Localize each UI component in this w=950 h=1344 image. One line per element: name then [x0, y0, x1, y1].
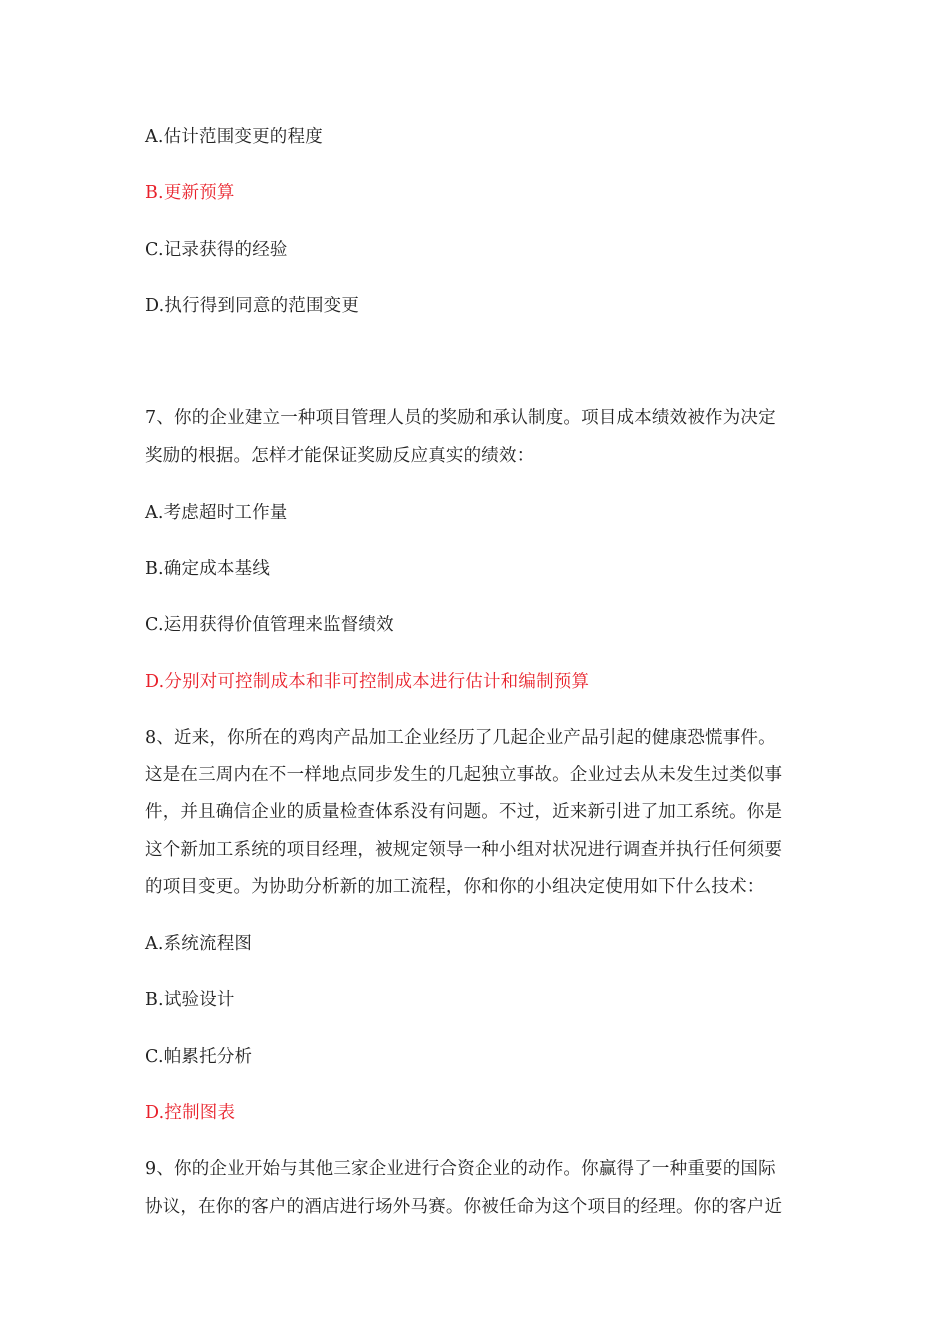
q6-option-a: A.估计范围变更的程度: [145, 127, 323, 147]
q8-option-d-answer: D.控制图表: [145, 1103, 236, 1123]
q7-option-c: C.运用获得价值管理来监督绩效: [145, 615, 394, 635]
q8-question-line-4: 这个新加工系统的项目经理，被规定领导一种小组对状况进行调查并执行任何须要: [145, 840, 783, 860]
q8-question-line-5: 的项目变更。为协助分析新的加工流程，你和你的小组决定使用如下什么技术：: [145, 877, 765, 897]
q8-option-a: A.系统流程图: [145, 934, 253, 954]
q9-question-line-2: 协议，在你的客户的酒店进行场外马赛。你被任命为这个项目的经理。你的客户近: [145, 1197, 783, 1217]
q7-option-a: A.考虑超时工作量: [145, 503, 288, 523]
q8-question-line-2: 这是在三周内在不一样地点同步发生的几起独立事故。企业过去从未发生过类似事: [145, 765, 783, 785]
q8-option-b: B.试验设计: [145, 990, 235, 1010]
q7-question-line-2: 奖励的根据。怎样才能保证奖励反应真实的绩效：: [145, 446, 535, 466]
q6-option-c: C.记录获得的经验: [145, 240, 288, 260]
q7-option-b: B.确定成本基线: [145, 559, 271, 579]
q7-question-line-1: 7、你的企业建立一种项目管理人员的奖励和承认制度。项目成本绩效被作为决定: [145, 408, 776, 428]
q7-option-d-answer: D.分别对可控制成本和非可控制成本进行估计和编制预算: [145, 672, 590, 692]
q8-question-line-3: 件，并且确信企业的质量检查体系没有问题。不过，近来新引进了加工系统。你是: [145, 802, 783, 822]
q6-option-d: D.执行得到同意的范围变更: [145, 296, 360, 316]
q6-option-b-answer: B.更新预算: [145, 183, 235, 203]
q8-option-c: C.帕累托分析: [145, 1047, 253, 1067]
q9-question-line-1: 9、你的企业开始与其他三家企业进行合资企业的动作。你赢得了一种重要的国际: [145, 1159, 776, 1179]
q8-question-line-1: 8、近来，你所在的鸡肉产品加工企业经历了几起企业产品引起的健康恐慌事件。: [145, 728, 776, 748]
